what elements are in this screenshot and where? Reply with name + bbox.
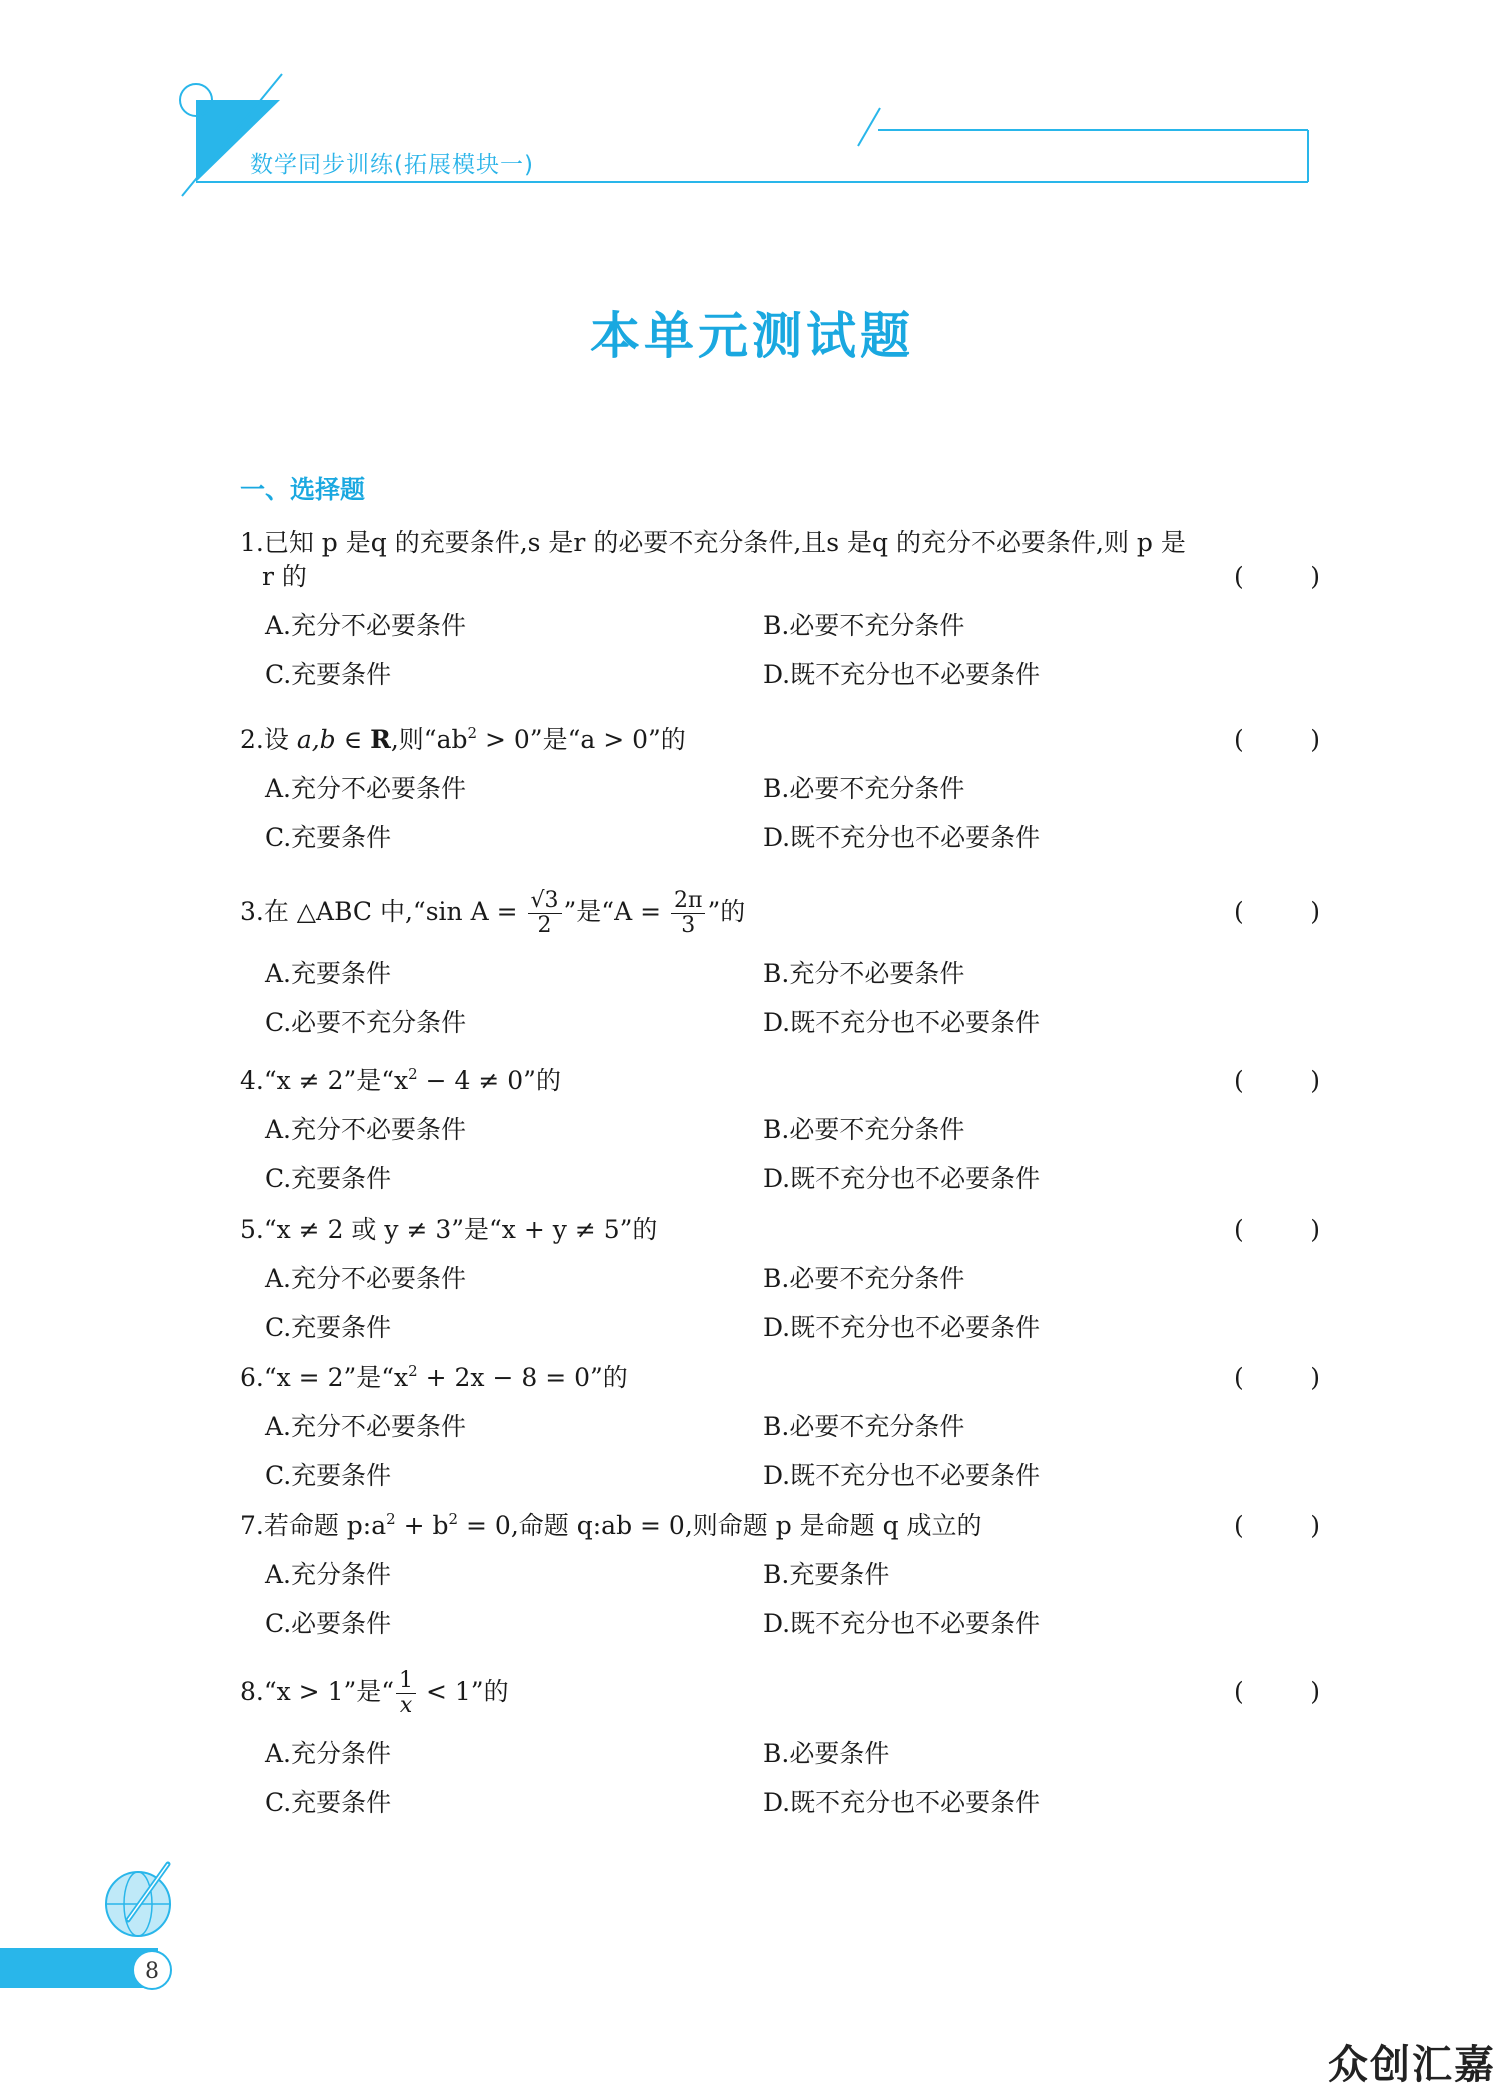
options — [240, 1262, 1320, 1345]
option-d: D.既不充分也不必要条件 — [763, 1313, 1041, 1342]
answer-blank: ( ) — [1234, 1677, 1320, 1706]
option-b: B.必要不充分条件 — [763, 1412, 965, 1441]
option-c: C.充要条件 — [265, 823, 392, 852]
answer-blank: ( ) — [1234, 1363, 1320, 1392]
option-c: C.必要不充分条件 — [265, 1008, 467, 1037]
option-c: C.充要条件 — [265, 1164, 392, 1193]
question-stem: 3.在 △ABC 中,“sin A = $\frac{√3}{2}$ ”是“A = $\frac{2\pi}{3}$ ”的 ( ) — [240, 882, 1320, 942]
option-c: C.必要条件 — [265, 1609, 392, 1638]
option-d: D.既不充分也不必要条件 — [763, 823, 1041, 852]
answer-blank: ( ) — [1234, 725, 1320, 754]
option-b: B.必要不充分条件 — [763, 611, 965, 640]
question-2 — [240, 723, 1320, 855]
option-b: B.必要条件 — [763, 1739, 890, 1768]
option-c: C.充要条件 — [265, 1313, 392, 1342]
question-4 — [240, 1064, 1320, 1196]
option-d: D.既不充分也不必要条件 — [763, 1609, 1041, 1638]
answer-blank: ( ) — [1234, 1215, 1320, 1244]
option-c: C.充要条件 — [265, 1461, 392, 1490]
page-number: 8 — [132, 1950, 172, 1990]
question-stem: 4.“x ≠ 2”是“$x^2 - 4 \ne 0$”的 ( ) — [240, 1064, 1320, 1098]
option-b: B.充要条件 — [763, 1560, 890, 1589]
fraction: $\frac{2\pi}{3}$ — [671, 889, 705, 938]
question-8 — [240, 1662, 1320, 1820]
option-b: B.必要不充分条件 — [763, 774, 965, 803]
option-c: C.充要条件 — [265, 660, 392, 689]
header-title: 数学同步训练(拓展模块一) — [250, 152, 534, 178]
options — [240, 772, 1320, 855]
question-stem: 2.设 a,b ∈ R,则“$ab^2 > 0$”是“a > 0”的 ( ) — [240, 723, 1320, 757]
options — [240, 957, 1320, 1040]
options — [240, 1558, 1320, 1641]
watermark: 众创汇嘉 — [1328, 2042, 1496, 2088]
option-d: D.既不充分也不必要条件 — [763, 1788, 1041, 1817]
option-d: D.既不充分也不必要条件 — [763, 660, 1041, 689]
question-stem: 1.已知 p 是q 的充要条件,s 是r 的必要不充分条件,且s 是q 的充分不必要条件,则 p 是 — [240, 528, 1186, 557]
option-c: C.充要条件 — [265, 1788, 392, 1817]
question-stem: 7.若命题 $p:a^2 + b^2 = 0$,命题 q:ab = 0,则命题 p 是命题 q 成立的 ( ) — [240, 1509, 1320, 1543]
option-d: D.既不充分也不必要条件 — [763, 1008, 1041, 1037]
option-a: A.充分不必要条件 — [265, 1264, 467, 1293]
question-6 — [240, 1361, 1320, 1493]
options — [240, 609, 1320, 692]
question-stem: 6.“x = 2”是“$x^2 + 2x - 8 = 0$”的 ( ) — [240, 1361, 1320, 1395]
question-1 — [240, 526, 1320, 692]
answer-blank: ( ) — [1234, 897, 1320, 926]
option-b: B.必要不充分条件 — [763, 1115, 965, 1144]
section-heading: 一、选择题 — [240, 475, 366, 504]
options — [240, 1737, 1320, 1820]
option-d: D.既不充分也不必要条件 — [763, 1164, 1041, 1193]
option-a: A.充分不必要条件 — [265, 1412, 467, 1441]
option-a: A.充分不必要条件 — [265, 774, 467, 803]
question-3 — [240, 882, 1320, 1040]
answer-blank: ( ) — [1234, 562, 1320, 591]
question-7 — [240, 1509, 1320, 1641]
option-a: A.充分不必要条件 — [265, 611, 467, 640]
option-a: A.充要条件 — [265, 959, 392, 988]
option-a: A.充分条件 — [265, 1560, 392, 1589]
option-d: D.既不充分也不必要条件 — [763, 1461, 1041, 1490]
options — [240, 1113, 1320, 1196]
answer-blank: ( ) — [1234, 1511, 1320, 1540]
question-stem-cont: r 的 ( ) — [240, 560, 1320, 594]
option-b: B.必要不充分条件 — [763, 1264, 965, 1293]
option-a: A.充分不必要条件 — [265, 1115, 467, 1144]
option-b: B.充分不必要条件 — [763, 959, 965, 988]
page-title: 本单元测试题 — [590, 307, 914, 365]
fraction: $\frac{1}{x}$ — [396, 1669, 416, 1718]
question-stem: 8.“x > 1”是“ $\frac{1}{x}$ < 1”的 ( ) — [240, 1662, 1320, 1722]
options — [240, 1410, 1320, 1493]
question-stem: 5.“x ≠ 2 或 y ≠ 3”是“x + y ≠ 5”的 ( ) — [240, 1213, 1320, 1247]
answer-blank: ( ) — [1234, 1066, 1320, 1095]
globe-pen-icon — [98, 1860, 188, 1940]
fraction: $\frac{√3}{2}$ — [528, 889, 562, 938]
header-decoration — [0, 0, 1504, 260]
option-a: A.充分条件 — [265, 1739, 392, 1768]
question-5 — [240, 1213, 1320, 1345]
